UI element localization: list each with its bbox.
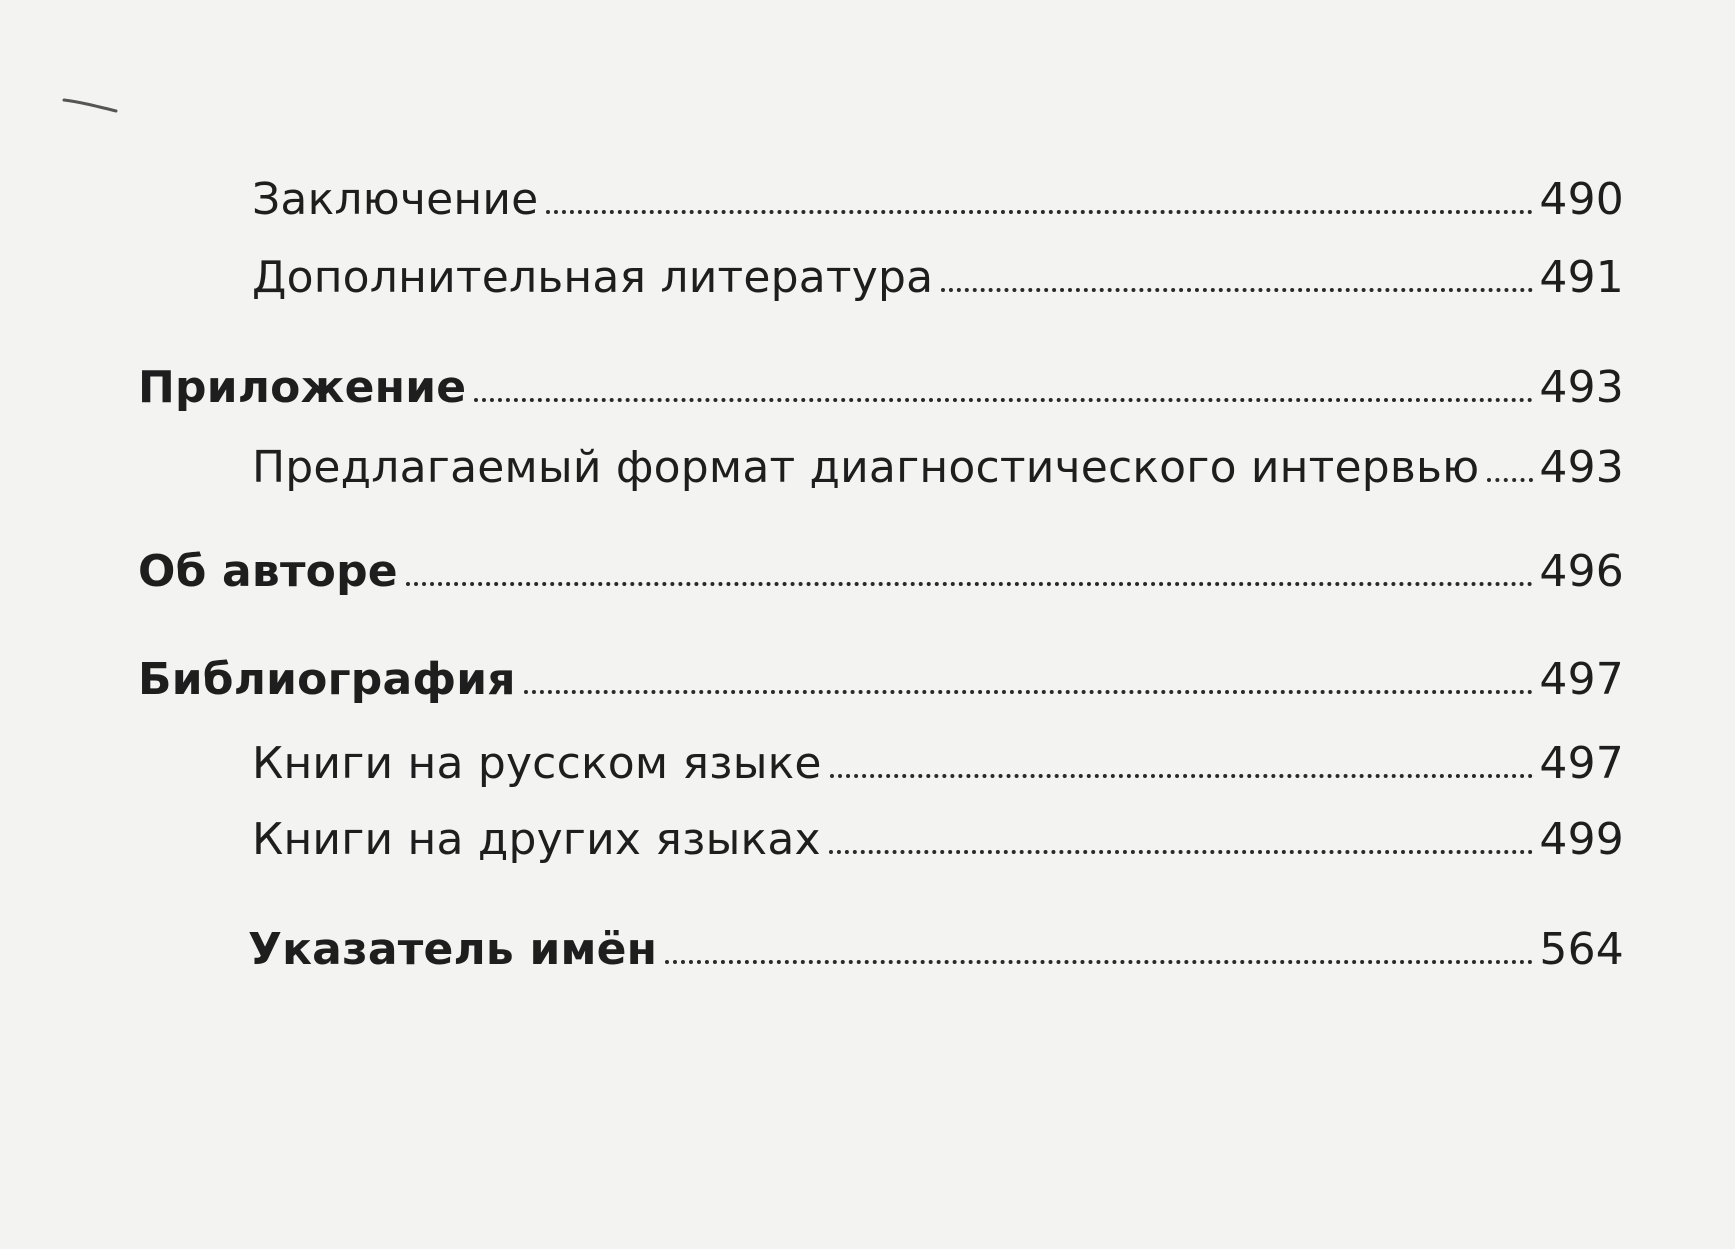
toc-entry-page-number: 564 (1539, 924, 1624, 975)
toc-entry-about-author[interactable] (138, 546, 1624, 597)
toc-entry-title: Приложение (138, 362, 467, 413)
toc-entry-appendix[interactable] (138, 362, 1624, 413)
dot-leader (830, 774, 1534, 778)
toc-entry-page-number: 499 (1539, 814, 1624, 865)
toc-entry-page-number: 497 (1539, 738, 1624, 789)
dot-leader (1487, 478, 1533, 482)
toc-entry-title: Книги на других языках (252, 814, 821, 865)
toc-entry-page-number: 496 (1539, 546, 1624, 597)
dot-leader (546, 210, 1533, 214)
toc-entry-bibliography[interactable] (138, 654, 1624, 705)
dot-leader (665, 960, 1533, 964)
toc-entry-title: Об авторе (138, 546, 398, 597)
dot-leader (829, 850, 1534, 854)
toc-entry-page-number: 497 (1539, 654, 1624, 705)
toc-entry-title: Книги на русском языке (252, 738, 822, 789)
toc-entry-title: Библиография (138, 654, 516, 705)
toc-entry-title: Дополнительная литература (252, 252, 934, 303)
toc-entry-name-index[interactable] (248, 924, 1624, 975)
toc-entry-page-number: 490 (1539, 174, 1624, 225)
toc-entry-page-number: 491 (1539, 252, 1624, 303)
toc-entry-title: Указатель имён (248, 924, 658, 975)
dot-leader (474, 398, 1533, 402)
toc-entry-page-number: 493 (1539, 442, 1624, 493)
toc-entry-interview-format[interactable] (252, 442, 1624, 493)
toc-entry-russian-books[interactable] (252, 738, 1624, 789)
toc-entry-other-language-books[interactable] (252, 814, 1624, 865)
toc-entry-title: Заключение (252, 174, 539, 225)
dot-leader (941, 288, 1533, 292)
dot-leader (406, 582, 1534, 586)
toc-entry-conclusion[interactable] (252, 174, 1624, 225)
toc-entry-page-number: 493 (1539, 362, 1624, 413)
toc-entry-additional-literature[interactable] (252, 252, 1624, 303)
toc-entry-title: Предлагаемый формат диагностического интервью (252, 442, 1480, 493)
dot-leader (524, 690, 1534, 694)
